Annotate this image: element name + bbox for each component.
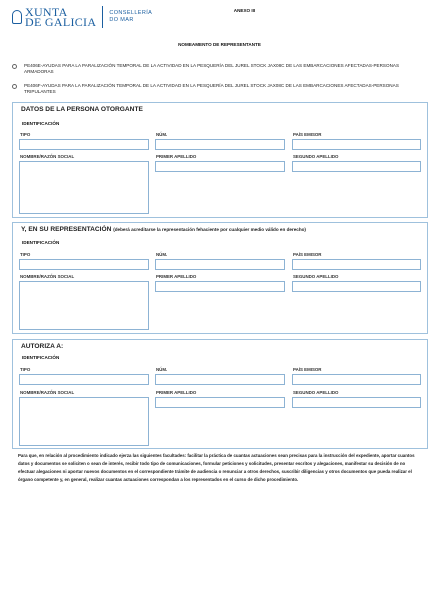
primer-apellido-label: PRIMER APELLIDO <box>156 154 197 159</box>
powers-statement: Para que, en relación al procedimiento indicado ejerza las siguientes facultades: facilitar la práctica de cuantas actuaciones sean precisas para la instrucción del expediente, aportar cuantos datos y documentos se soliciten o sean de interés, recibir todo tipo de comunicaciones, formular peticiones y solicitudes, presentar escritos y alegaciones, manifestar su decisión de no efectuar alegaciones ni aportar nuevos documentos en el correspondiente trámite de audiencia o renunciar a otros derechos, suscribir diligencias y otros documentos que pueda realizar el órgano competente y, en general, realizar cuantas actuaciones correspondan a los representados en el curso de dicho procedimiento. <box>18 453 415 482</box>
primer-apellido-label: PRIMER APELLIDO <box>156 390 197 395</box>
section-title: Y, EN SU REPRESENTACIÓN (deberá acreditarse la representación fehaciente por cualquier medio válido en derecho) <box>21 226 306 233</box>
pais-emisor-input[interactable] <box>292 259 421 270</box>
primer-apellido-input[interactable] <box>155 161 285 172</box>
nombre-label: NOMBRE/RAZÓN SOCIAL <box>20 390 75 395</box>
tipo-label: TIPO <box>20 132 31 137</box>
identification-heading: IDENTIFICACIÓN <box>22 240 60 245</box>
num-label: NÚM. <box>156 367 168 372</box>
tipo-label: TIPO <box>20 252 31 257</box>
primer-apellido-input[interactable] <box>155 397 285 408</box>
num-label: NÚM. <box>156 252 168 257</box>
department-name: CONSELLERÍA DO MAR <box>109 10 153 23</box>
tipo-input[interactable] <box>19 374 149 385</box>
segundo-apellido-label: SEGUNDO APELLIDO <box>293 390 339 395</box>
option-label: PE406E-AYUDAS PARA LA PARALIZACIÓN TEMPORAL DE LA ACTIVIDAD EN LA PESQUERÍA DEL JUREL STOCK JAX08C DE LAS EMBARCACIONES AFECTADAS-PERSONAS ARMADORAS <box>24 63 400 74</box>
procedure-option-pe406e[interactable] <box>12 63 422 75</box>
primer-apellido-input[interactable] <box>155 281 285 292</box>
pais-emisor-label: PAÍS EMISOR <box>293 367 322 372</box>
section-representative <box>12 222 428 334</box>
procedure-option-pe406f[interactable] <box>12 83 422 95</box>
tipo-label: TIPO <box>20 367 31 372</box>
nombre-label: NOMBRE/RAZÓN SOCIAL <box>20 154 75 159</box>
segundo-apellido-label: SEGUNDO APELLIDO <box>293 274 339 279</box>
section-title: DATOS DE LA PERSONA OTORGANTE <box>21 106 143 113</box>
tipo-input[interactable] <box>19 139 149 150</box>
num-input[interactable] <box>155 259 285 270</box>
num-label: NÚM. <box>156 132 168 137</box>
num-input[interactable] <box>155 139 285 150</box>
segundo-apellido-label: SEGUNDO APELLIDO <box>293 154 339 159</box>
primer-apellido-label: PRIMER APELLIDO <box>156 274 197 279</box>
pais-emisor-input[interactable] <box>292 139 421 150</box>
nombre-input[interactable] <box>19 161 149 214</box>
section-grantor <box>12 102 428 218</box>
nombre-label: NOMBRE/RAZÓN SOCIAL <box>20 274 75 279</box>
section-title: AUTORIZA A: <box>21 343 64 350</box>
num-input[interactable] <box>155 374 285 385</box>
pais-emisor-input[interactable] <box>292 374 421 385</box>
pais-emisor-label: PAÍS EMISOR <box>293 252 322 257</box>
tipo-input[interactable] <box>19 259 149 270</box>
segundo-apellido-input[interactable] <box>292 281 421 292</box>
identification-heading: IDENTIFICACIÓN <box>22 355 60 360</box>
option-label: PE406F-AYUDAS PARA LA PARALIZACIÓN TEMPORAL DE LA ACTIVIDAD EN LA PESQUERÍA DEL JUREL STOCK JAX08C DE LAS EMBARCACIONES AFECTADAS-PERSONAS TRIPULANTES <box>24 83 399 94</box>
section-note: (deberá acreditarse la representación fehaciente por cualquier medio válido en derecho) <box>113 227 306 232</box>
nombre-input[interactable] <box>19 397 149 446</box>
section-authorized <box>12 339 428 449</box>
segundo-apellido-input[interactable] <box>292 397 421 408</box>
logo-wordmark: XUNTA DE GALICIA <box>25 5 97 29</box>
segundo-apellido-input[interactable] <box>292 161 421 172</box>
nombre-input[interactable] <box>19 281 149 330</box>
identification-heading: IDENTIFICACIÓN <box>22 121 60 126</box>
pais-emisor-label: PAÍS EMISOR <box>293 132 322 137</box>
radio-button[interactable] <box>12 64 17 69</box>
document-title: NOMEAMENTO DE REPRESENTANTE <box>178 42 261 47</box>
annex-label: ANEXO III <box>233 8 256 13</box>
radio-button[interactable] <box>12 84 17 89</box>
